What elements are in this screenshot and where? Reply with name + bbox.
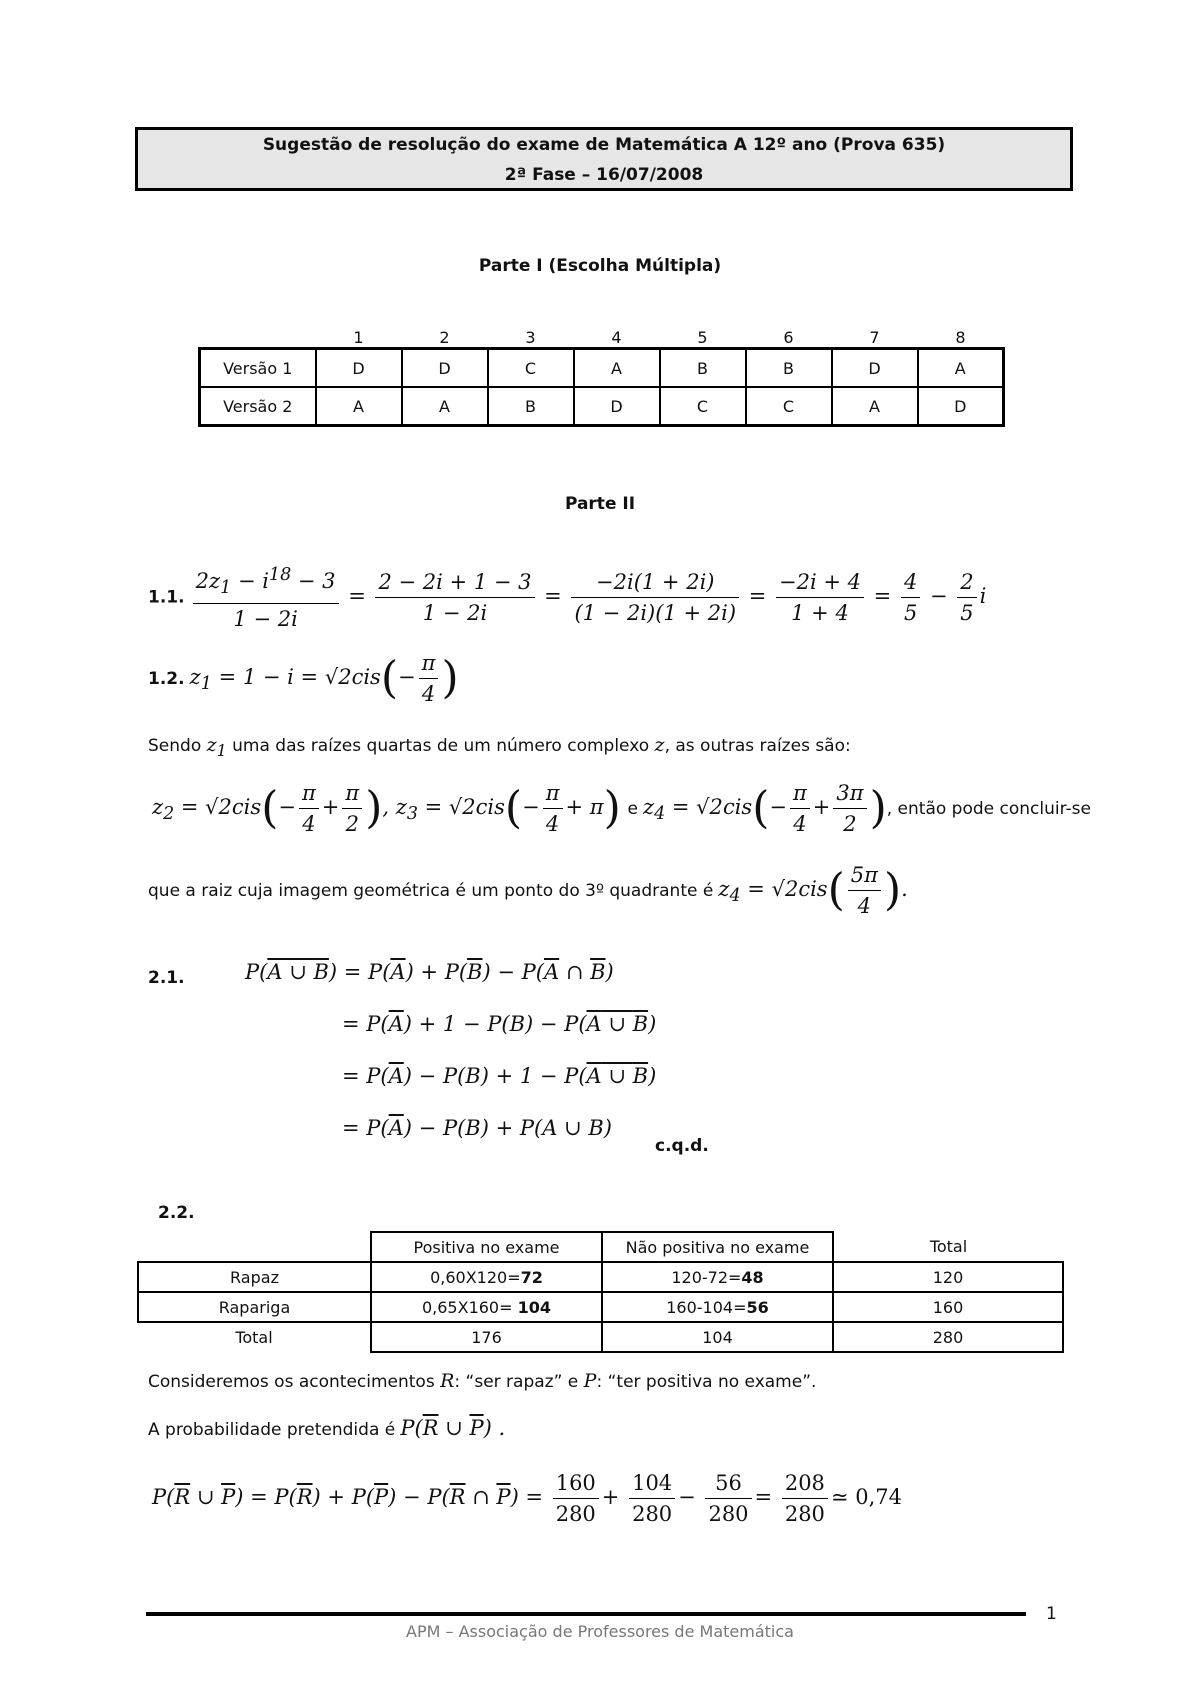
mc-answer: D bbox=[402, 349, 488, 388]
equation-1-1 bbox=[148, 560, 986, 634]
mc-col-header: 2 bbox=[439, 328, 450, 347]
probability-target bbox=[148, 1416, 505, 1440]
mc-corner bbox=[200, 325, 316, 349]
document-title: Sugestão de resolução do exame de Matemática A 12º ano (Prova 635) bbox=[262, 135, 946, 155]
math-inline: R bbox=[440, 1370, 455, 1392]
text-fragment: Consideremos os acontecimentos bbox=[148, 1372, 435, 1392]
text-fragment: uma das raízes quartas de um número complexo bbox=[232, 736, 650, 756]
mc-col-header: 3 bbox=[525, 328, 536, 347]
mc-answer: B bbox=[746, 349, 832, 388]
freq-cell: 120-72=48 bbox=[602, 1262, 833, 1292]
text-fragment: , as outras raízes são: bbox=[664, 736, 851, 756]
math-expression: $P(\overline{R}$ ∪ $\overline{P}$) . bbox=[400, 1416, 506, 1440]
math-expression: $z_2 = √2cis(-$ $\frac{\pi}{4}$ + $\frac{\pi}{2}$ ), $z_3 = √2cis(-$ $\frac{\pi}{4}$ + π) bbox=[152, 795, 627, 819]
mc-answer: C bbox=[488, 349, 574, 388]
mc-answer: C bbox=[746, 387, 832, 426]
freq-row-total bbox=[138, 1322, 1063, 1352]
mc-answer: D bbox=[918, 387, 1004, 426]
freq-col-header: Positiva no exame bbox=[371, 1232, 602, 1262]
frequency-table bbox=[137, 1231, 1064, 1353]
freq-row-label: Rapaz bbox=[138, 1262, 371, 1292]
equation-2-1-line3: = $P(\overline{A}) - P(B) + 1 - P(A$ ∪ B) bbox=[342, 1064, 657, 1088]
mc-answer: A bbox=[316, 387, 402, 426]
mc-answer: A bbox=[918, 349, 1004, 388]
third-quadrant-line bbox=[148, 860, 908, 921]
footer-divider bbox=[146, 1612, 1026, 1616]
question-label: 2.1. bbox=[148, 968, 185, 988]
text-fragment: e bbox=[627, 799, 638, 819]
math-inline: $z_1$ bbox=[206, 734, 227, 760]
mc-answer: D bbox=[832, 349, 918, 388]
math-expression: $z_1 = 1 - i = √2cis(-$ $\frac{\pi}{4}$ ) bbox=[190, 665, 459, 689]
freq-cell: 160 bbox=[833, 1292, 1063, 1322]
equation-2-1-line1: P(A ∪ $B) = P(\overline{A}) + P(\overline{B}) - P(\overline{A}$ ∩ $\overline{B}$) bbox=[245, 960, 614, 984]
math-inline: P bbox=[583, 1370, 597, 1392]
mc-answer: B bbox=[488, 387, 574, 426]
freq-cell: 160-104=56 bbox=[602, 1292, 833, 1322]
part1-title: Parte I (Escolha Múltipla) bbox=[478, 256, 722, 276]
math-expression: $P(\overline{R}$ ∪ $\overline{P}) = P(\overline{R}) + P(\overline{P}) - P(\overline{R}$ ∩ $\overline{P}$) = $\frac{160}{280}$ + $\frac{104}{280}$ − $\frac{56}{280}$ = $\frac{208}{280}$ ≃ 0,74 bbox=[152, 1485, 902, 1509]
math-expression: $z_4 = √2cis(-$ $\frac{\pi}{4}$ + $\frac{3\pi}{2}$ ) bbox=[643, 795, 887, 819]
mc-answer: A bbox=[402, 387, 488, 426]
freq-row-rapariga bbox=[138, 1292, 1063, 1322]
freq-col-header: Total bbox=[833, 1232, 1063, 1262]
freq-cell: 120 bbox=[833, 1262, 1063, 1292]
freq-cell: 0,60X120=72 bbox=[371, 1262, 602, 1292]
equation-2-1-line4: = $P(\overline{A}) - P(B) + P(A$ ∪ B) bbox=[342, 1116, 612, 1140]
page-number: 1 bbox=[1046, 1604, 1057, 1624]
freq-row-rapaz bbox=[138, 1262, 1063, 1292]
question-label: 1.1. bbox=[148, 587, 185, 608]
text-fragment: : “ter positiva no exame”. bbox=[596, 1372, 817, 1392]
cqd-label: c.q.d. bbox=[655, 1136, 709, 1156]
freq-row-label: Rapariga bbox=[138, 1292, 371, 1322]
mc-col-header: 8 bbox=[955, 328, 966, 347]
text-fragment: , então pode concluir-se bbox=[886, 799, 1091, 819]
freq-col-header: Não positiva no exame bbox=[602, 1232, 833, 1262]
footer-text: APM – Associação de Professores de Matemática bbox=[406, 1622, 794, 1641]
math-expression: $z_4 = √2cis$( $\frac{5\pi}{4}$ ). bbox=[718, 877, 907, 901]
mc-row-version1 bbox=[200, 349, 1004, 388]
text-fragment: : “ser rapaz” e bbox=[454, 1372, 579, 1392]
math-expression: $\frac{2z_1 - i^{18} - 3}{1 - 2i}$ = $\frac{2 - 2i + 1 - 3}{1 - 2i}$ = $\frac{-2i(1 + 2i)}{(1 - 2i)(1 + 2i)}$ = $\frac{-2i + 4}{1 + 4}$ = $\frac{4}{5}$ − $\frac{2}{5}$ i bbox=[190, 584, 987, 608]
question-label: 1.2. bbox=[148, 669, 185, 689]
freq-cell: 280 bbox=[833, 1322, 1063, 1352]
mc-col-header: 4 bbox=[611, 328, 622, 347]
equation-2-1-line2: = $P(\overline{A}) + 1 - P(B) - P(A$ ∪ B) bbox=[342, 1012, 657, 1036]
mc-answer: C bbox=[660, 387, 746, 426]
mc-row-version2 bbox=[200, 387, 1004, 426]
mc-row-label: Versão 2 bbox=[200, 387, 316, 426]
events-definition bbox=[148, 1370, 816, 1392]
question-label: 2.2. bbox=[158, 1203, 195, 1223]
header-box bbox=[135, 127, 1073, 191]
mc-answer: D bbox=[574, 387, 660, 426]
mc-answer: A bbox=[574, 349, 660, 388]
document-subtitle: 2ª Fase – 16/07/2008 bbox=[504, 165, 704, 185]
freq-cell: 0,65X160= 104 bbox=[371, 1292, 602, 1322]
mc-answer: A bbox=[832, 387, 918, 426]
mc-row-label: Versão 1 bbox=[200, 349, 316, 388]
roots-equations bbox=[152, 778, 1091, 839]
mc-answer: B bbox=[660, 349, 746, 388]
mc-col-header: 6 bbox=[783, 328, 794, 347]
text-fragment: Sendo bbox=[148, 736, 202, 756]
mc-header-row bbox=[200, 325, 1004, 349]
equation-1-2 bbox=[148, 648, 459, 709]
text-fragment: que a raiz cuja imagem geométrica é um ponto do 3º quadrante é bbox=[148, 881, 714, 901]
freq-corner bbox=[138, 1232, 371, 1262]
part2-title: Parte II bbox=[564, 494, 636, 514]
mc-answer: D bbox=[316, 349, 402, 388]
text-fragment: A probabilidade pretendida é bbox=[148, 1420, 396, 1440]
final-result: 0,74 bbox=[855, 1485, 902, 1509]
freq-row-label: Total bbox=[138, 1322, 371, 1352]
freq-cell: 176 bbox=[371, 1322, 602, 1352]
mc-col-header: 7 bbox=[869, 328, 880, 347]
mc-col-header: 1 bbox=[353, 328, 364, 347]
math-inline: z bbox=[654, 734, 665, 756]
freq-header-row bbox=[138, 1232, 1063, 1262]
final-probability-equation bbox=[152, 1468, 902, 1529]
freq-cell: 104 bbox=[602, 1322, 833, 1352]
multiple-choice-table bbox=[198, 325, 1005, 427]
roots-intro bbox=[148, 734, 851, 760]
mc-col-header: 5 bbox=[697, 328, 708, 347]
